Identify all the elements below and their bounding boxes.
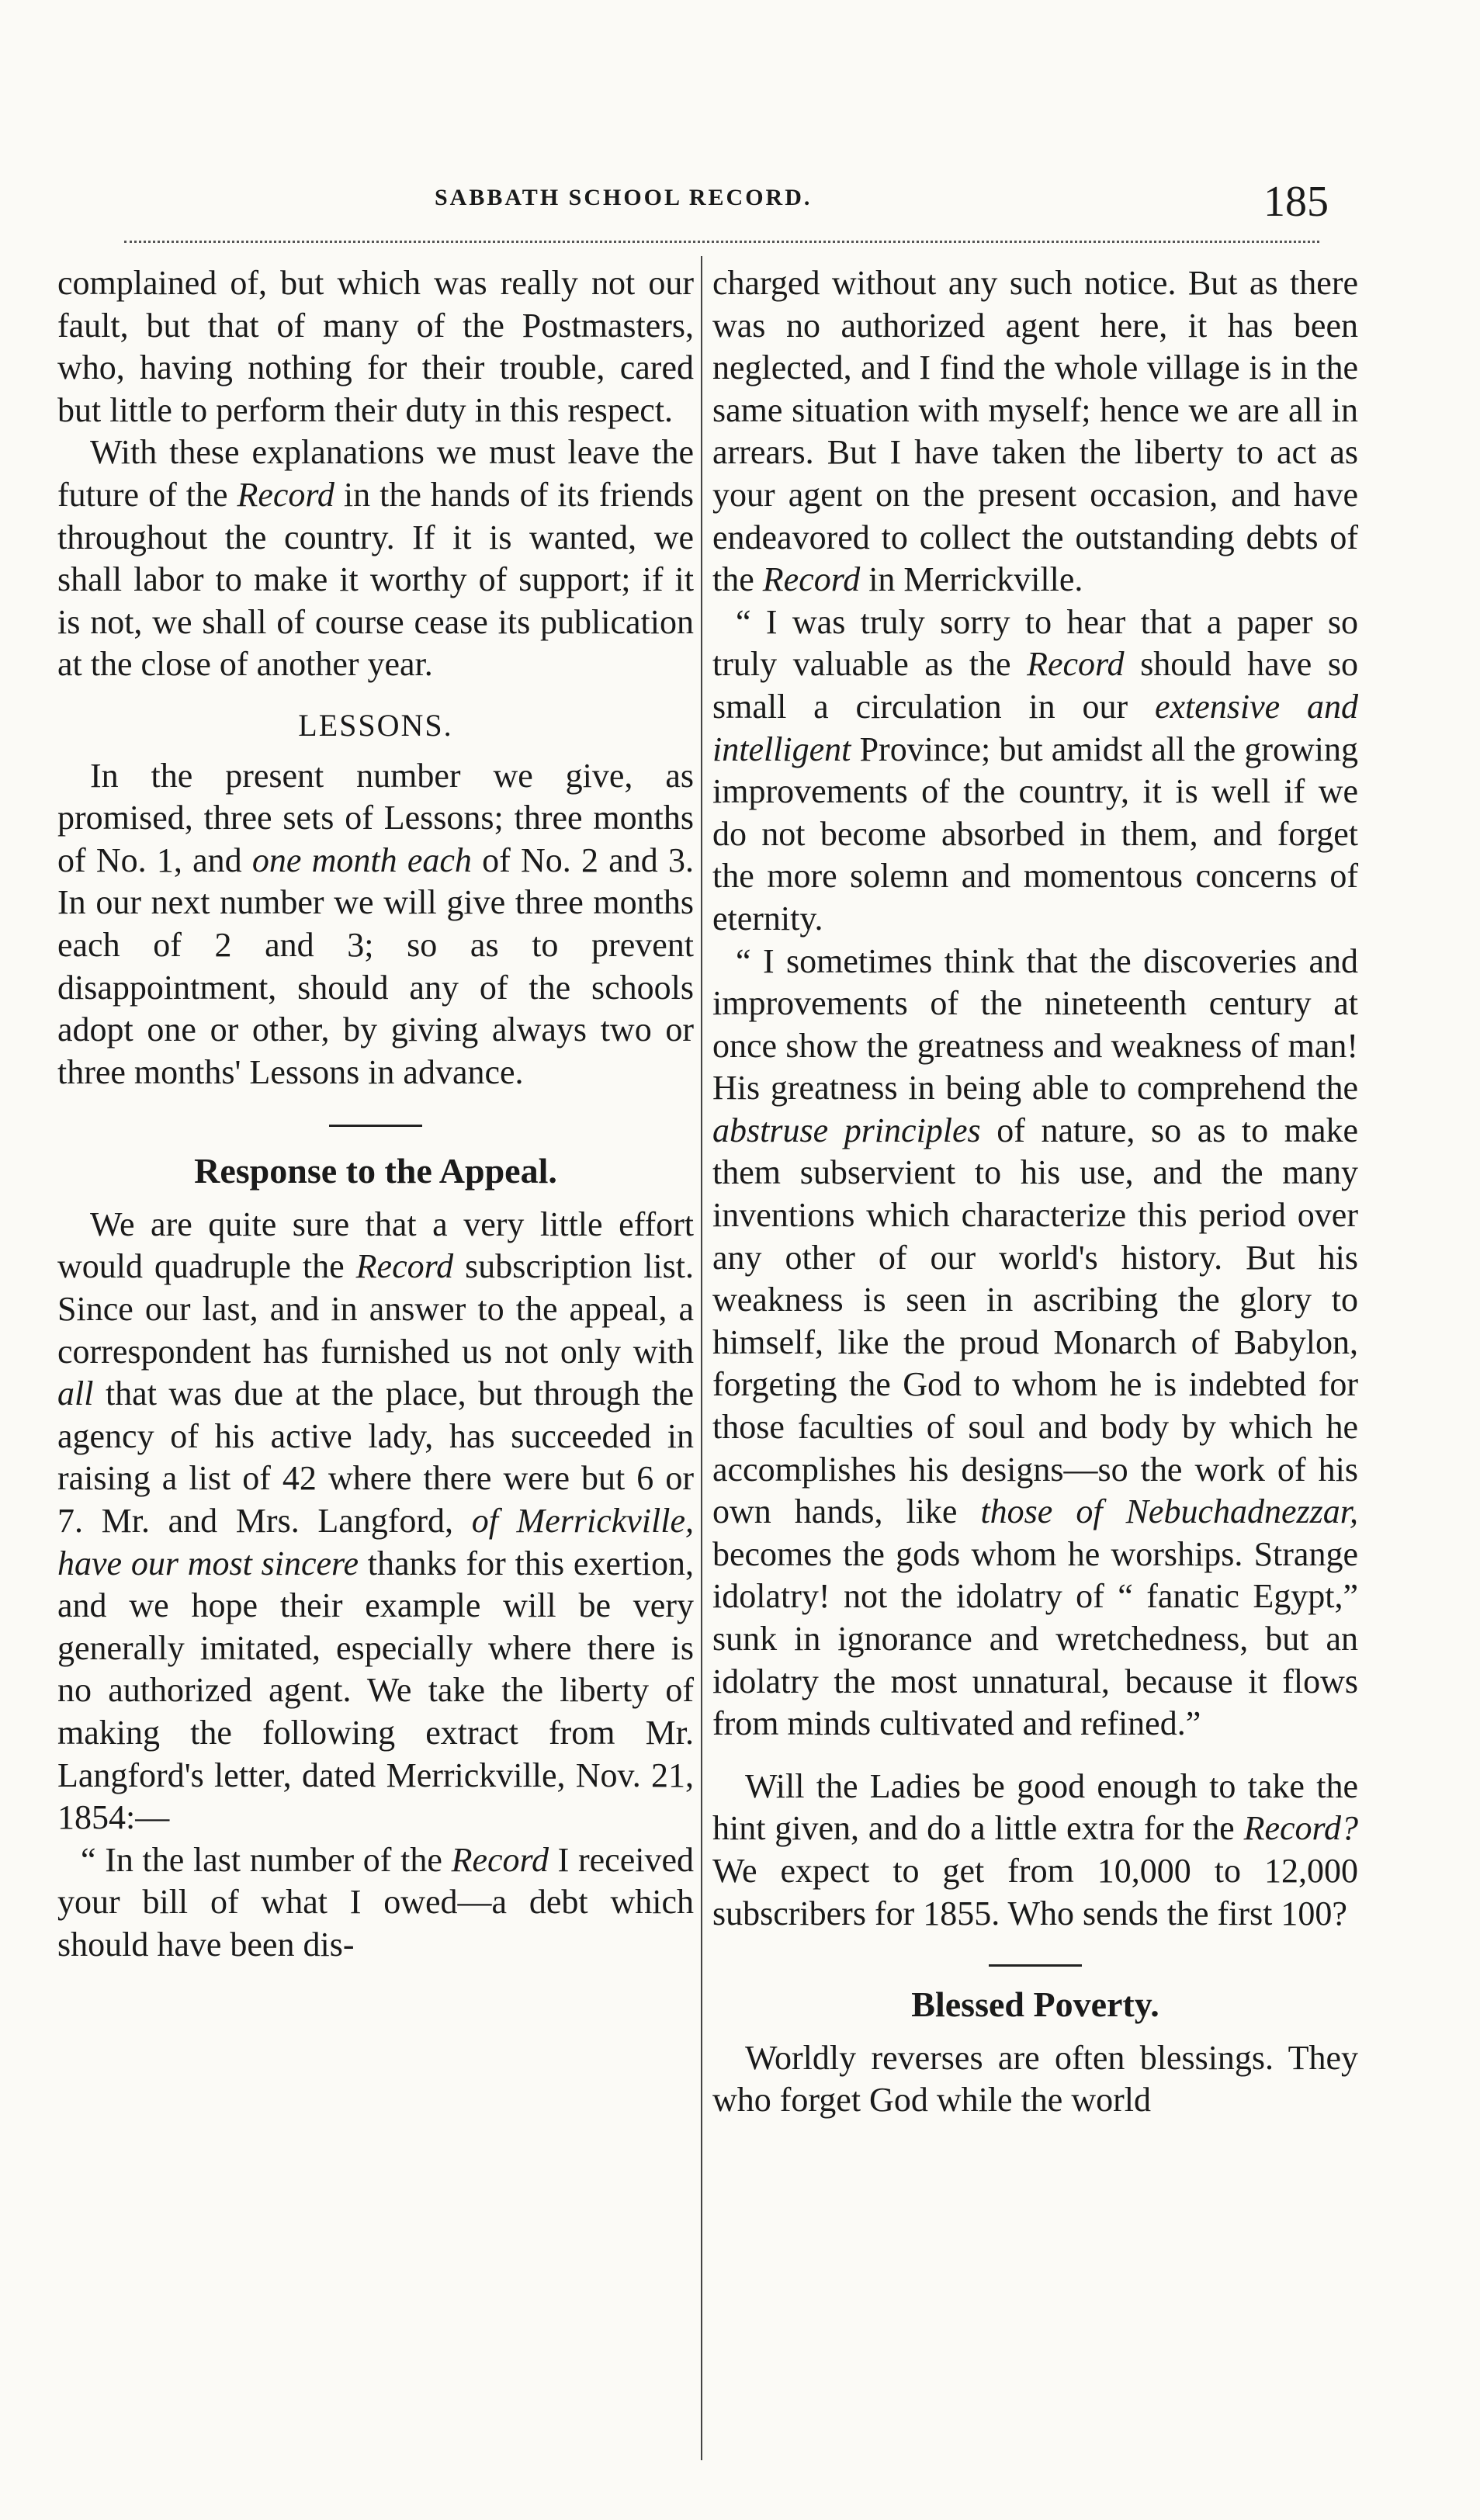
paragraph-text: in Merrickville.	[860, 560, 1083, 599]
paragraph	[57, 1839, 694, 1967]
italic-text: those of Nebuchadnezzar,	[980, 1492, 1359, 1531]
right-column	[712, 262, 1358, 2122]
paragraph	[712, 601, 1358, 941]
paragraph	[57, 755, 694, 1094]
paragraph-text: charged without any such notice. But as there was no authorized agent here, it has been neglected, and I find the whole village is in the same situation with myself; hence we are all in arrears. But I have taken the liberty to act as your agent on the present occasion, and have endeavored to collect the outstanding debts of the	[712, 264, 1358, 599]
section-heading-response: Response to the Appeal.	[194, 1151, 557, 1191]
paragraph-text: in the hands of its friends throughout the country. If it is wanted, we shall labor to make it worthy of support; if it is not, we shall of course cease its publication at the close of another year.	[57, 475, 694, 684]
left-column	[57, 262, 694, 1967]
italic-text: Record	[355, 1247, 454, 1286]
italic-text: one month each	[251, 841, 472, 879]
italic-text: Record	[762, 560, 861, 599]
paragraph-text: We are quite sure that a very little effort would quadruple the	[57, 1205, 694, 1286]
paragraph-text: subscription list. Since our last, and in answer to the appeal, a correspondent has furnished us not only with	[57, 1247, 694, 1371]
italic-text: Record	[451, 1840, 549, 1879]
italic-text: Record	[237, 475, 334, 514]
column-divider	[701, 256, 702, 2460]
paragraph	[712, 1766, 1358, 1935]
running-title: SABBATH SCHOOL RECORD.	[435, 185, 813, 210]
italic-text: all	[57, 1374, 94, 1413]
italic-text: Record?	[1243, 1809, 1358, 1848]
italic-text: abstruse principles	[712, 1111, 981, 1149]
paragraph-text: Province; but amidst all the growing improvements of the country, it is well if we do not become absorbed in them, and forget the more solemn and momentous concerns of eternity.	[712, 730, 1358, 938]
paragraph-text: “ In the last number of the	[81, 1840, 452, 1879]
section-rule	[329, 1125, 422, 1127]
section-rule	[989, 1964, 1082, 1967]
paragraph-text: that was due at the place, but through the agency of his active lady, has succeeded in raising a list of 42 where there were but 6 or 7. Mr. and Mrs. Langford,	[57, 1374, 694, 1541]
paragraph-text: Worldly reverses are often blessings. They who forget God while the world	[712, 2038, 1358, 2120]
italic-text: extensive and intelligent	[712, 687, 1359, 768]
section-heading-lessons: LESSONS.	[298, 707, 453, 743]
paragraph-text: Will the Ladies be good enough to take the hint given, and do a little extra for the	[712, 1766, 1358, 1848]
paragraph-text: becomes the gods whom he worships. Strange idolatry! not the idolatry of “ fanatic Egypt,” sunk in ignorance and wretchedness, but an idolatry the most unnatural, because it flows from minds cultivated and refined.”	[712, 1534, 1358, 1743]
paragraph-text: “ I was truly sorry to hear that a paper so truly valuable as the	[712, 602, 1358, 684]
header-rule	[124, 241, 1319, 243]
paragraph-text: complained of, but which was really not our fault, but that of many of the Postmasters, who, having nothing for their trouble, cared but little to perform their duty in this respect.	[57, 264, 694, 429]
paragraph	[57, 432, 694, 686]
paragraph	[712, 941, 1358, 1745]
paragraph-gap	[712, 1745, 1358, 1766]
paragraph-text: thanks for this exertion, and we hope their example will be very generally imitated, especially where there is no authorized agent. We take the liberty of making the following extract from Mr. Langford's letter, dated Merrickville, Nov. 21, 1854:—	[57, 1544, 694, 1837]
paragraph-text: should have so small a circulation in our	[712, 645, 1358, 726]
section-heading-blessed-poverty: Blessed Poverty.	[911, 1984, 1159, 2025]
paragraph	[712, 2037, 1358, 2122]
paragraph-text: of nature, so as to make them subservient to his use, and the many inventions which characterize this period over any other of our world's history. But his weakness is seen in ascribing the glory to himself, like the proud Monarch of Babylon, forgeting the God to whom he is indebted for those faculties of soul and body by which he accomplishes his designs—so the work of his own hands, like	[712, 1111, 1359, 1531]
italic-text: of Merrickville, have our most sincere	[57, 1502, 694, 1582]
paragraph-text: of No. 2 and 3. In our next number we will give three months each of 2 and 3; so as to prevent disappointment, should any of the schools adopt one or other, by giving always two or three months' Lessons in advance.	[57, 841, 694, 1091]
page-number: 185	[1263, 178, 1329, 226]
paragraph-text: “ I sometimes think that the discoveries and improvements of the nineteenth century at once show the greatness and weakness of man! His greatness in being able to comprehend the	[712, 941, 1358, 1107]
paragraph	[57, 262, 694, 432]
paragraph	[712, 262, 1358, 601]
paragraph-text: With these explanations we must leave the future of the	[57, 433, 694, 514]
paragraph-text: I received your bill of what I owed—a debt which should have been dis-	[57, 1840, 694, 1964]
paragraph-text: In the present number we give, as promised, three sets of Lessons; three months of No. 1, and	[57, 756, 694, 879]
italic-text: Record	[1027, 645, 1125, 684]
paragraph	[57, 1204, 694, 1839]
paragraph-text: We expect to get from 10,000 to 12,000 subscribers for 1855. Who sends the first 100?	[712, 1851, 1358, 1932]
